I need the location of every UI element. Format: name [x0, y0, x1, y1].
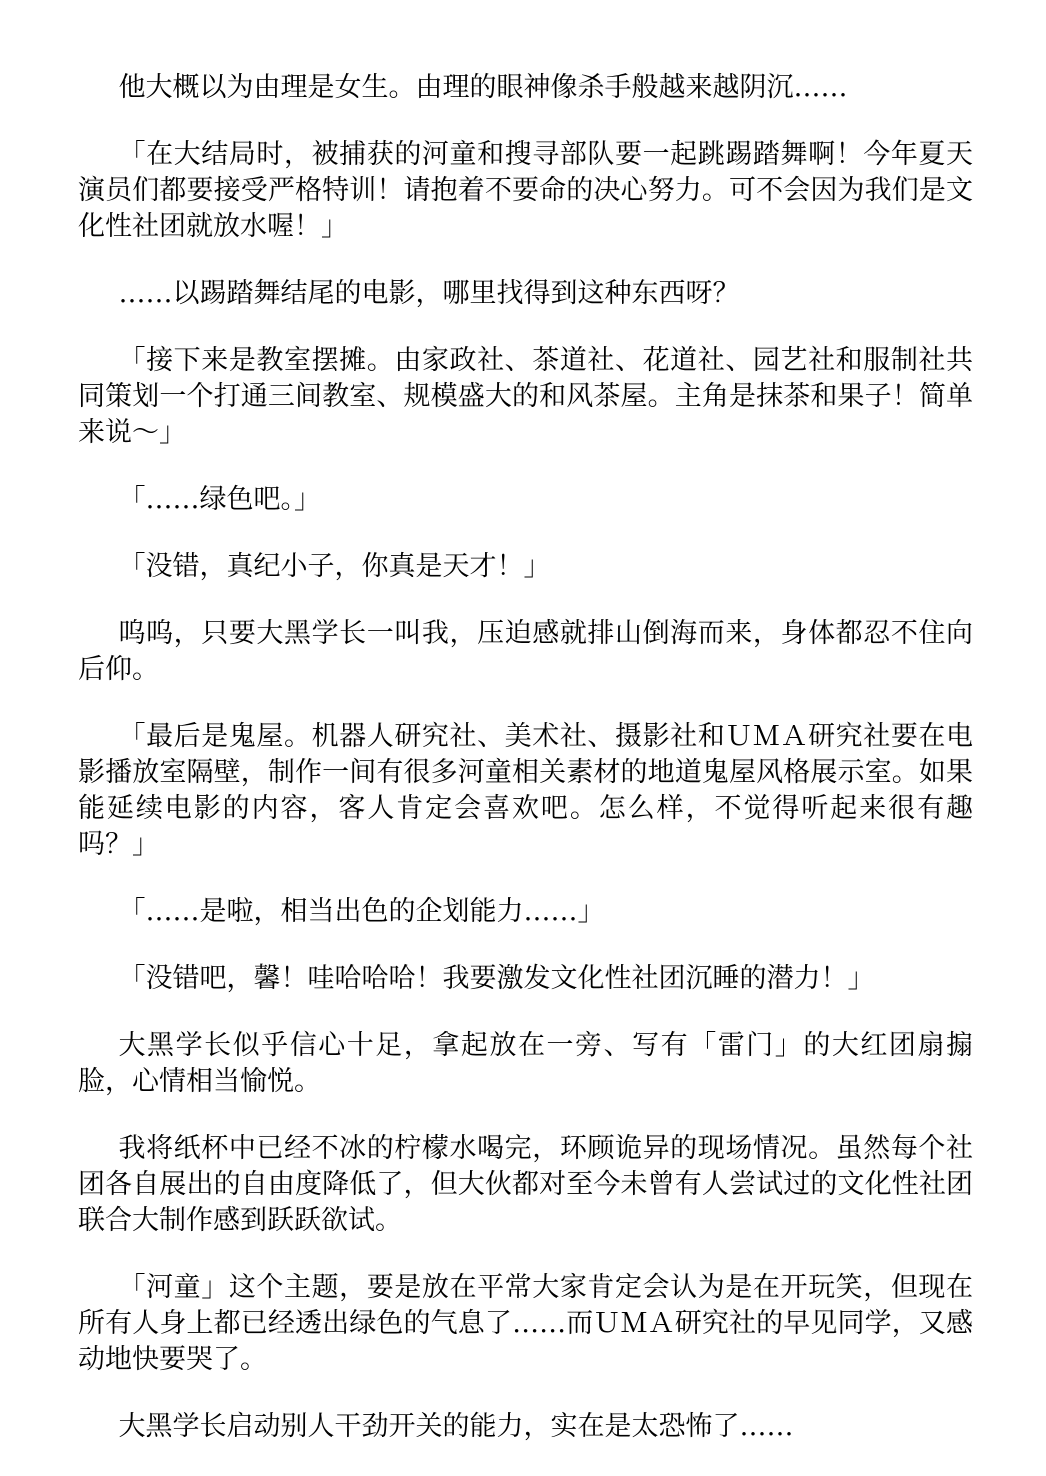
paragraph-9: 「……是啦，相当出色的企划能力……」 — [118, 896, 605, 927]
paragraph-7: 呜呜，只要大黑学长一叫我，压迫感就排山倒海而来，身体都忍不住向后仰。 — [78, 618, 973, 685]
paragraph-10: 「没错吧，馨！哇哈哈哈！我要激发文化性社团沉睡的潜力！」 — [118, 963, 875, 994]
paragraph-4: 「接下来是教室摆摊。由家政社、茶道社、花道社、园艺社和服制社共同策划一个打通三间教室、规模盛大的和风茶屋。主角是抹茶和果子！简单来说～」 — [78, 345, 973, 448]
paragraph-12: 我将纸杯中已经不冰的柠檬水喝完，环顾诡异的现场情况。虽然每个社团各自展出的自由度降低了，但大伙都对至今未曾有人尝试过的文化性社团联合大制作感到跃跃欲试。 — [78, 1133, 973, 1236]
paragraph-2: 「在大结局时，被捕获的河童和搜寻部队要一起跳踢踏舞啊！今年夏天演员们都要接受严格特训！请抱着不要命的决心努力。可不会因为我们是文化性社团就放水喔！」 — [78, 139, 973, 242]
paragraph-14: 大黑学长启动别人干劲开关的能力，实在是太恐怖了…… — [118, 1411, 794, 1442]
paragraph-11: 大黑学长似乎信心十足，拿起放在一旁、写有「雷门」的大红团扇搧脸，心情相当愉悦。 — [78, 1030, 973, 1097]
paragraph-8: 「最后是鬼屋。机器人研究社、美术社、摄影社和ＵＭＡ研究社要在电影播放室隔壁，制作一间有很多河童相关素材的地道鬼屋风格展示室。如果能延续电影的内容，客人肯定会喜欢吧。怎么样，不觉得听起来很有趣吗？」 — [78, 721, 973, 860]
paragraph-3: ……以踢踏舞结尾的电影，哪里找得到这种东西呀？ — [118, 278, 740, 309]
paragraph-1: 他大概以为由理是女生。由理的眼神像杀手般越来越阴沉…… — [118, 72, 848, 103]
paragraph-13: 「河童」这个主题，要是放在平常大家肯定会认为是在开玩笑，但现在所有人身上都已经透出绿色的气息了……而ＵＭＡ研究社的早见同学，又感动地快要哭了。 — [78, 1272, 973, 1375]
document-page — [78, 70, 973, 1476]
paragraph-6: 「没错，真纪小子，你真是天才！」 — [118, 551, 551, 582]
paragraph-5: 「……绿色吧。」 — [118, 484, 321, 515]
